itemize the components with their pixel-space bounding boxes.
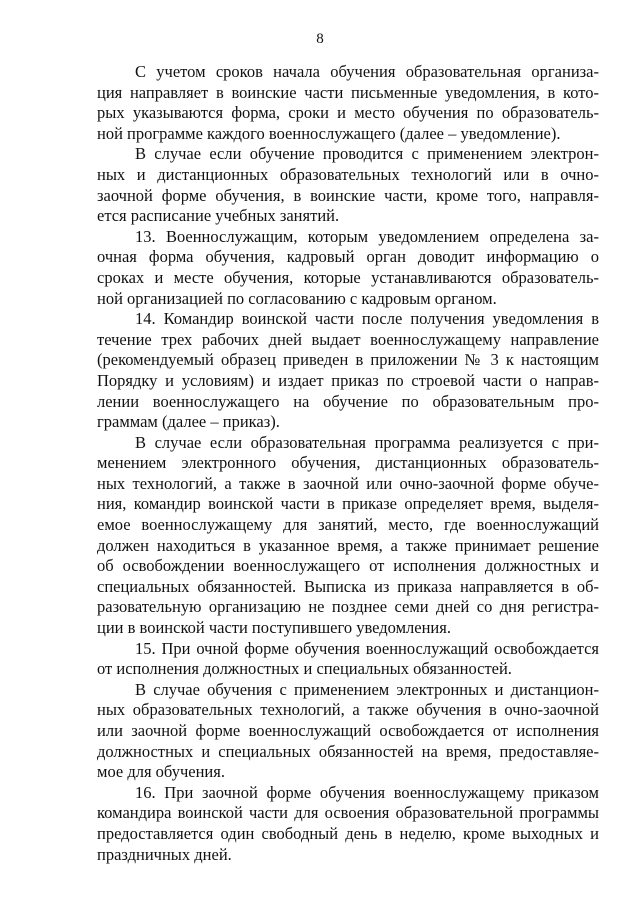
text-line: сроках и месте обучения, которые устанавливаются образователь- xyxy=(97,267,599,287)
text-line: 15. При очной форме обучения военнослужащий освобождается xyxy=(135,638,599,658)
paragraph xyxy=(97,62,599,144)
text-line: менением электронного обучения, дистанционных образователь- xyxy=(97,453,599,473)
text-line: ния, командир воинской части в приказе определяет время, выделя- xyxy=(97,494,599,514)
text-line: лении военнослужащего на обучение по образовательным про- xyxy=(97,391,599,411)
text-line: предоставляется один свободный день в неделю, кроме выходных и xyxy=(97,823,599,843)
paragraph xyxy=(97,144,599,226)
paragraph xyxy=(97,227,599,309)
text-line: ции в воинской части поступившего уведомления. xyxy=(97,618,451,638)
text-line: должностных и специальных обязанностей на время, предоставляе- xyxy=(97,741,599,761)
text-line: ных образовательных технологий, а также обучения в очно-заочной xyxy=(97,700,599,720)
text-line: очная форма обучения, кадровый орган доводит информацию о xyxy=(97,247,599,267)
text-line: граммам (далее – приказ). xyxy=(97,412,280,432)
text-line: емое военнослужащему для занятий, место, где военнослужащий xyxy=(97,515,599,535)
text-line: В случае если образовательная программа реализуется с при- xyxy=(135,432,599,452)
paragraph xyxy=(97,783,599,865)
text-line: Порядку и условиям) и издает приказ по строевой части о направ- xyxy=(97,370,599,390)
text-line: об освобождении военнослужащего от исполнения должностных и xyxy=(97,556,599,576)
text-line: ной программе каждого военнослужащего (далее – уведомление). xyxy=(97,123,561,143)
text-line: от исполнения должностных и специальных обязанностей. xyxy=(97,659,512,679)
text-line: 16. При заочной форме обучения военнослужащему приказом xyxy=(135,782,599,802)
text-line: разовательную организацию не позднее семи дней со дня регистра- xyxy=(97,597,599,617)
text-line: С учетом сроков начала обучения образовательная организа- xyxy=(135,62,599,81)
text-line: командира воинской части для освоения образовательной программы xyxy=(97,803,599,823)
document-body xyxy=(97,62,599,865)
text-line: ется расписание учебных занятий. xyxy=(97,206,340,226)
text-line: должен находиться в указанное время, а также принимает решение xyxy=(97,535,599,555)
paragraph xyxy=(97,309,599,433)
page-number: 8 xyxy=(316,31,324,47)
text-line: В случае если обучение проводится с применением электрон- xyxy=(135,144,599,164)
text-line: ной организацией по согласованию с кадровым органом. xyxy=(97,288,497,308)
text-line: рых указываются форма, сроки и место обучения по образователь- xyxy=(97,103,599,123)
text-line: заочной форме обучения, в воинские части, кроме того, направля- xyxy=(97,185,599,205)
text-line: ных и дистанционных образовательных технологий или в очно- xyxy=(97,164,599,184)
paragraph xyxy=(97,639,599,680)
text-line: ных технологий, а также в заочной или очно-заочной форме обуче- xyxy=(97,473,599,493)
paragraph xyxy=(97,433,599,639)
text-line: течение трех рабочих дней выдает военнослужащему направление xyxy=(97,329,599,349)
paragraph xyxy=(97,680,599,783)
text-line: (рекомендуемый образец приведен в приложении № 3 к настоящим xyxy=(97,350,599,370)
text-line: 13. Военнослужащим, которым уведомлением определена за- xyxy=(135,226,599,246)
text-line: праздничных дней. xyxy=(97,844,232,864)
text-line: ция направляет в воинские части письменные уведомления, в кото- xyxy=(97,82,599,102)
text-line: или заочной форме военнослужащий освобождается от исполнения xyxy=(97,721,599,740)
text-line: мое для обучения. xyxy=(97,762,225,782)
text-line: В случае обучения с применением электронных и дистанцион- xyxy=(135,679,599,699)
text-line: специальных обязанностей. Выписка из приказа направляется в об- xyxy=(97,576,599,596)
text-line: 14. Командир воинской части после получения уведомления в xyxy=(135,309,599,329)
